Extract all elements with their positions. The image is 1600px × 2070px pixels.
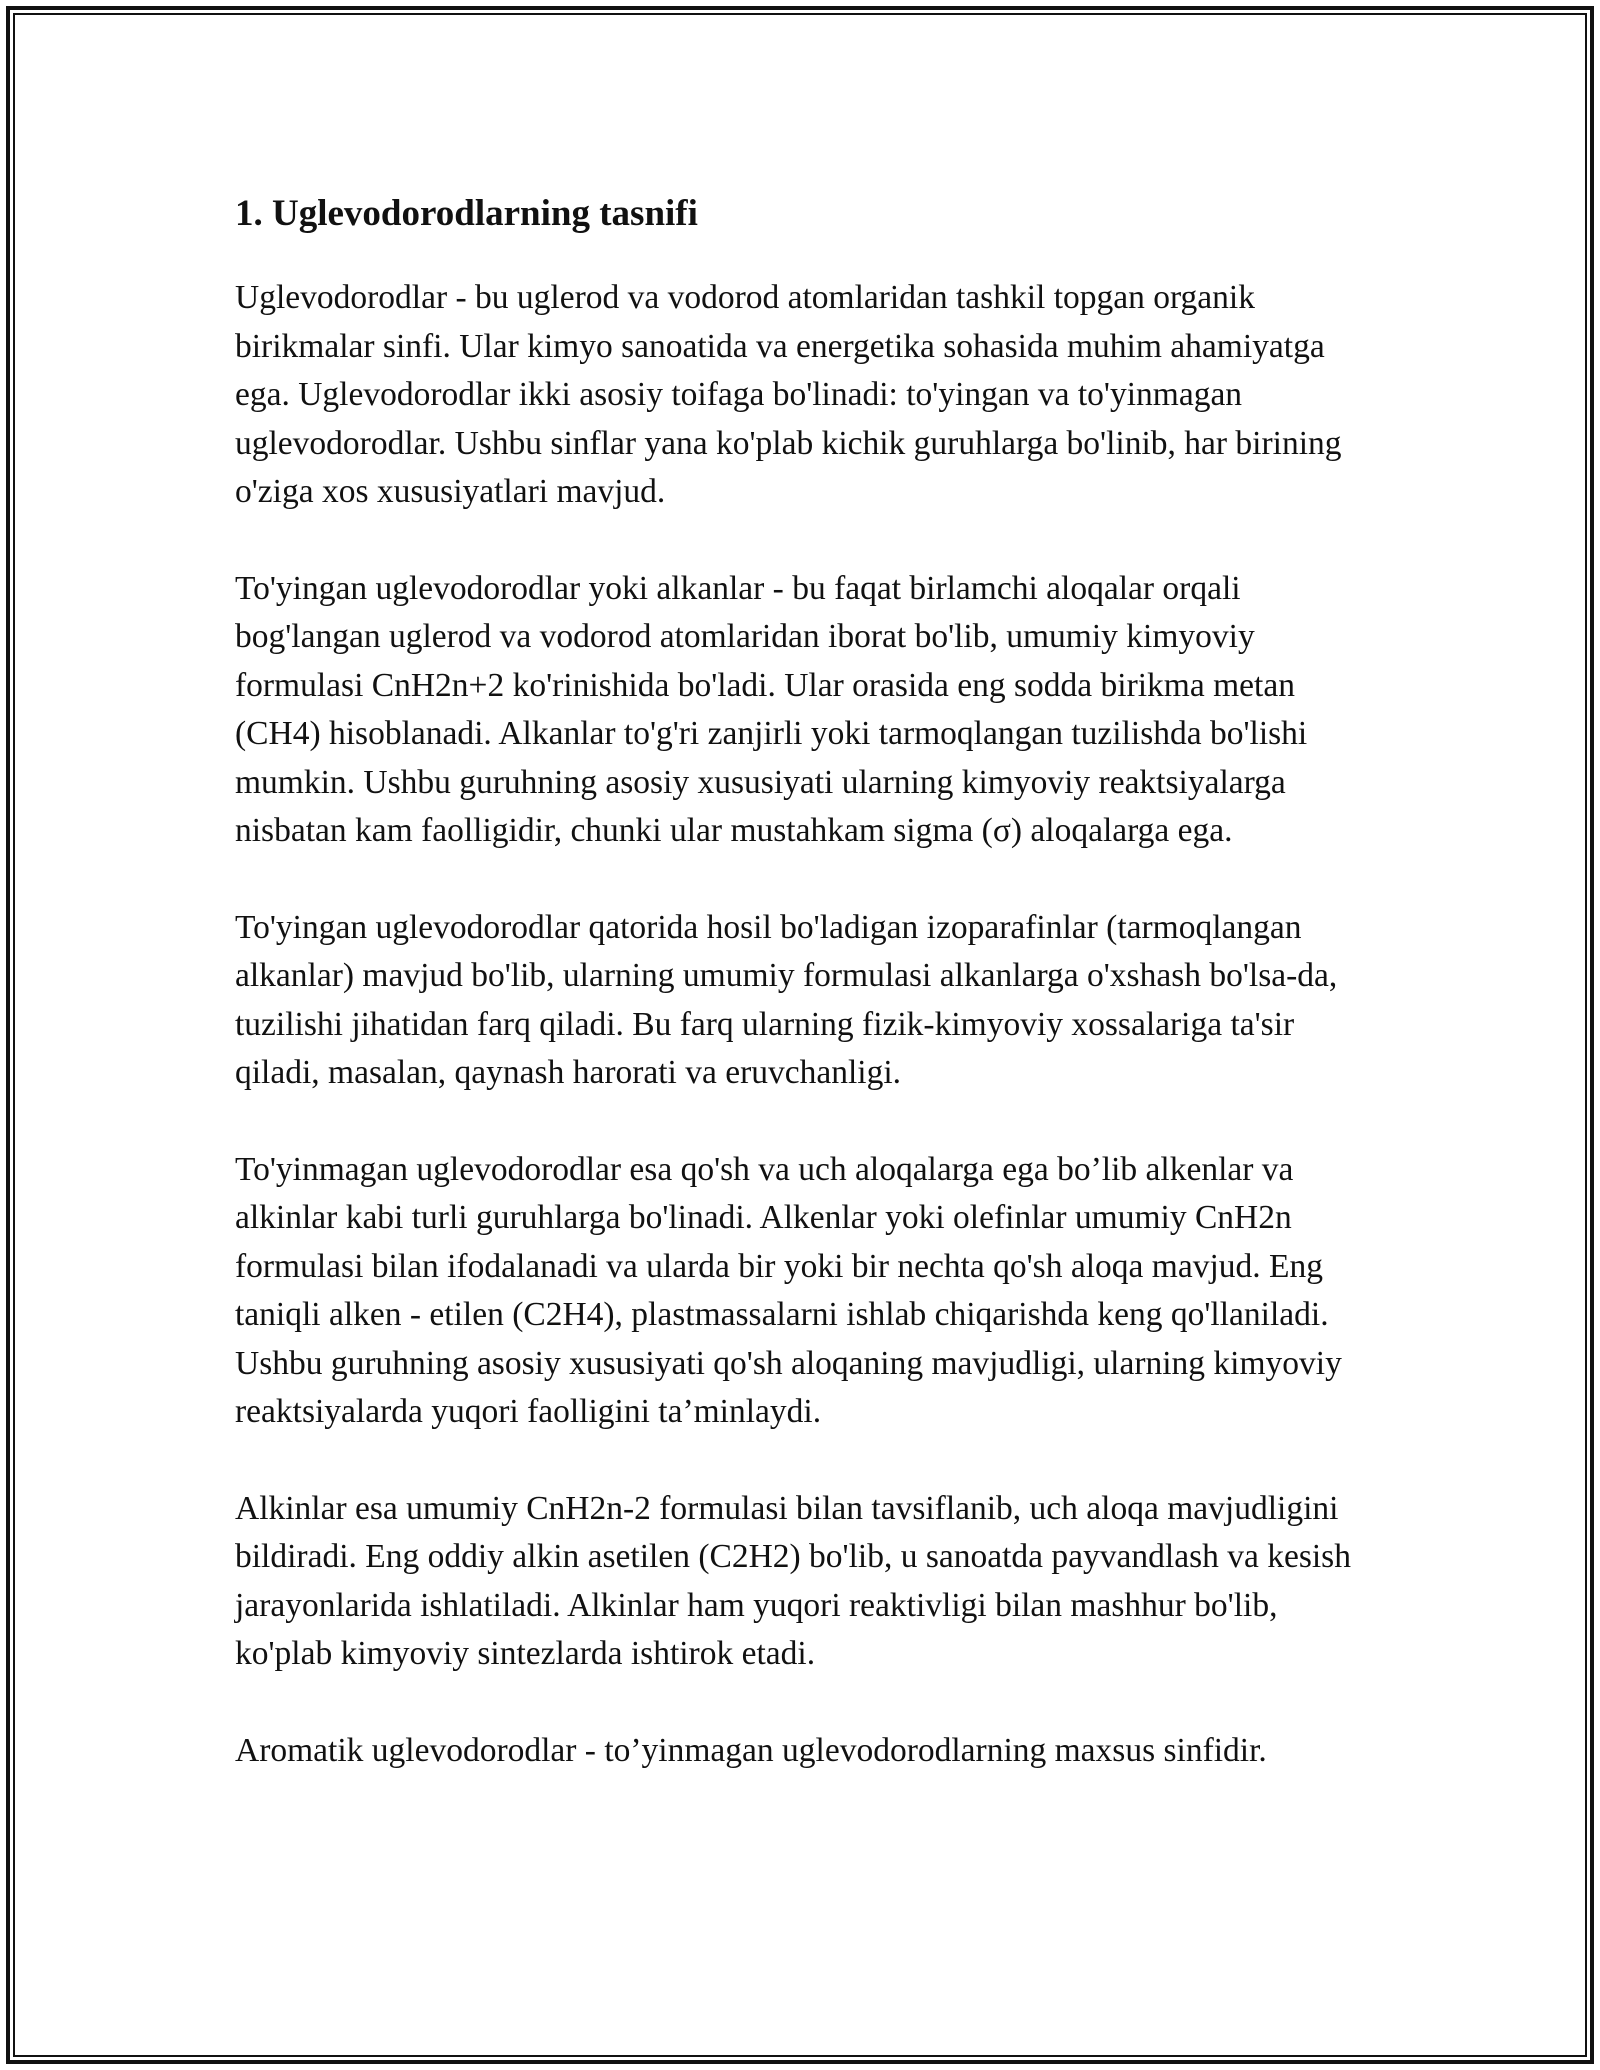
paragraph-isoparaffins: To'yingan uglevodorodlar qatorida hosil bo'ladigan izoparafinlar (tarmoqlangan alkanlar) mavjud bo'lib, ularning umumiy formulasi alkanlarga o'xshash bo'lsa-da, tuzilishi jihatidan farq qiladi. Bu farq ularning fizik-kimyoviy xossalariga ta'sir qiladi, masalan, qaynash harorati va eruvchanligi. bbox=[235, 908, 1338, 1091]
section-heading: 1. Uglevodorodlarning tasnifi bbox=[235, 193, 698, 234]
paragraph-alkynes: Alkinlar esa umumiy CnH2n-2 formulasi bilan tavsiflanib, uch aloqa mavjudligini bildiradi. Eng oddiy alkin asetilen (C2H2) bo'lib, u sanoatda payvandlash va kesish jarayonlarida ishlatiladi. Alkinlar ham yuqori reaktivligi bilan mashhur bo'lib, ko'plab kimyoviy sintezlarda ishtirok etadi. bbox=[235, 1489, 1351, 1672]
document-body bbox=[235, 188, 1375, 1823]
paragraph-alkanes: To'yingan uglevodorodlar yoki alkanlar - bu faqat birlamchi aloqalar orqali bog'langan uglerod va vodorod atomlaridan iborat bo'lib, umumiy kimyoviy formulasi CnH2n+2 ko'rinishida bo'ladi. Ular orasida eng sodda birikma metan (CH4) hisoblanadi. Alkanlar to'g'ri zanjirli yoki tarmoqlangan tuzilishda bo'lishi mumkin. Ushbu guruhning asosiy xususiyati ularning kimyoviy reaktsiyalarga nisbatan kam faolligidir, chunki ular mustahkam sigma (σ) aloqalarga ega. bbox=[235, 569, 1308, 849]
paragraph-alkenes: To'yinmagan uglevodorodlar esa qo'sh va uch aloqalarga ega bo’lib alkenlar va alkinlar kabi turli guruhlarga bo'linadi. Alkenlar yoki olefinlar umumiy CnH2n formulasi bilan ifodalanadi va ularda bir yoki bir nechta qo'sh aloqa mavjud. Eng taniqli alken - etilen (C2H4), plastmassalarni ishlab chiqarishda keng qo'llaniladi. Ushbu guruhning asosiy xususiyati qo'sh aloqaning mavjudligi, ularning kimyoviy reaktsiyalarda yuqori faolligini ta’minlaydi. bbox=[235, 1150, 1342, 1430]
paragraph-introduction: Uglevodorodlar - bu uglerod va vodorod atomlaridan tashkil topgan organik birikmalar sinfi. Ular kimyo sanoatida va energetika sohasida muhim ahamiyatga ega. Uglevodorodlar ikki asosiy toifaga bo'linadi: to'yingan va to'yinmagan uglevodorodlar. Ushbu sinflar yana ko'plab kichik guruhlarga bo'linib, har birining o'ziga xos xususiyatlari mavjud. bbox=[235, 279, 1342, 510]
paragraph-aromatics: Aromatik uglevodorodlar - to’yinmagan uglevodorodlarning maxsus sinfidir. bbox=[235, 1731, 1267, 1769]
